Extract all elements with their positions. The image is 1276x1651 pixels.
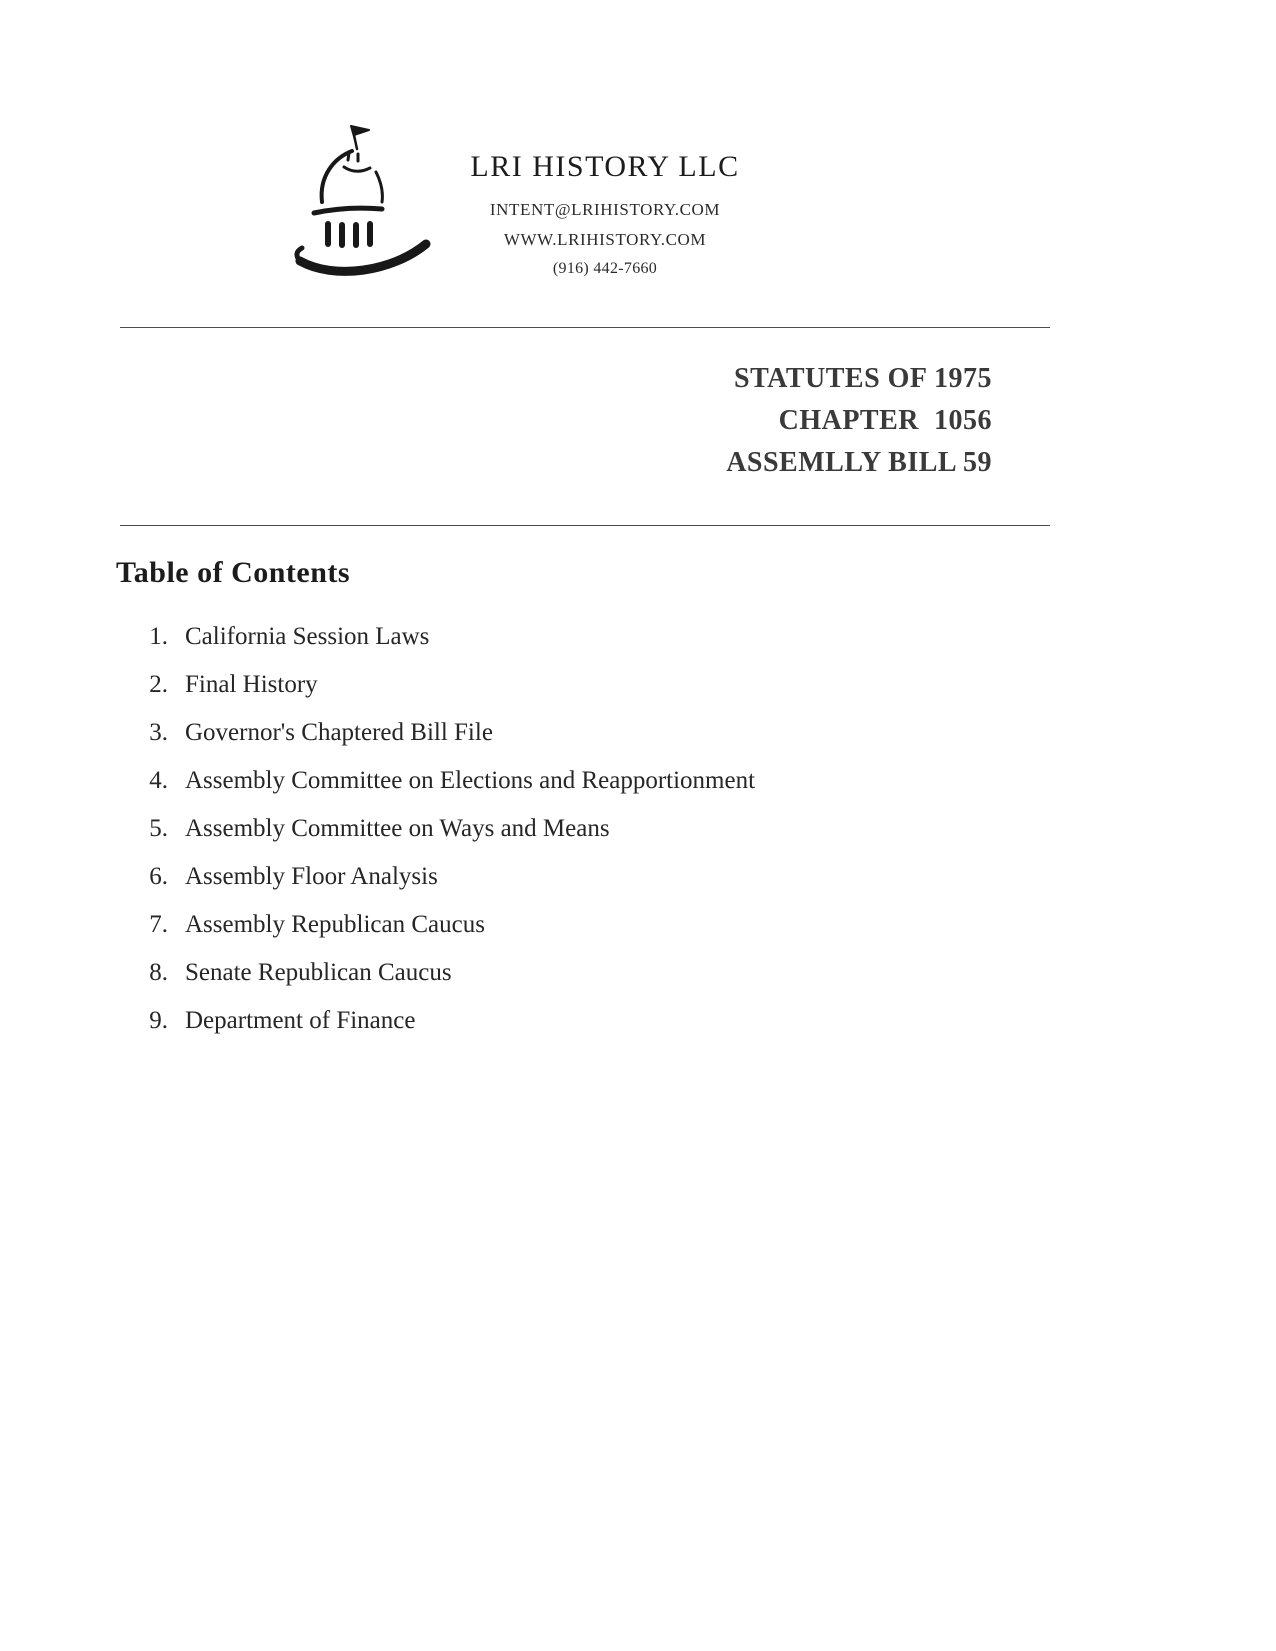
toc-item (138, 1006, 1038, 1035)
toc-item (138, 622, 1038, 651)
toc-title: Table of Contents (116, 556, 351, 589)
toc-item-number: 3. (149, 719, 168, 746)
divider-top (120, 327, 1050, 328)
company-website: WWW.LRIHISTORY.COM (503, 230, 707, 249)
toc-item (138, 910, 1038, 939)
toc-item-number: 2. (149, 671, 168, 698)
toc-item (138, 862, 1038, 891)
toc-item-label: Final History (185, 671, 318, 698)
toc-list (138, 622, 1038, 1054)
toc-item-number: 8. (149, 959, 168, 986)
divider-bottom (120, 525, 1050, 526)
toc-item (138, 766, 1038, 795)
toc-item-label: Assembly Committee on Elections and Reapportionment (185, 767, 756, 794)
statute-block (726, 358, 992, 484)
toc-item-label: Assembly Committee on Ways and Means (185, 815, 610, 842)
letterhead-contact-block (440, 150, 770, 278)
toc-item-label: Assembly Republican Caucus (185, 911, 485, 938)
toc-item (138, 958, 1038, 987)
toc-item-label: Governor's Chaptered Bill File (185, 719, 493, 746)
statute-line-chapter: CHAPTER 1056 (778, 405, 992, 436)
toc-item-label: California Session Laws (185, 623, 430, 650)
company-logo (292, 120, 442, 285)
toc-item-number: 1. (149, 623, 168, 650)
toc-item-label: Department of Finance (185, 1007, 416, 1034)
company-name: LRI HISTORY LLC (470, 150, 740, 183)
toc-item-number: 7. (149, 911, 168, 938)
toc-item-number: 9. (149, 1007, 168, 1034)
toc-item (138, 670, 1038, 699)
company-email: INTENT@LRIHISTORY.COM (489, 200, 721, 219)
toc-item-number: 5. (149, 815, 168, 842)
toc-item-label: Senate Republican Caucus (185, 959, 452, 986)
toc-item-number: 6. (149, 863, 168, 890)
company-phone: (916) 442-7660 (552, 260, 658, 277)
statute-line-bill: ASSEMLLY BILL 59 (726, 447, 992, 478)
toc-item (138, 814, 1038, 843)
capitol-dome-icon (292, 272, 442, 289)
toc-item-label: Assembly Floor Analysis (185, 863, 438, 890)
toc-item (138, 718, 1038, 747)
toc-item-number: 4. (149, 767, 168, 794)
statute-line-statutes: STATUTES OF 1975 (734, 363, 992, 394)
